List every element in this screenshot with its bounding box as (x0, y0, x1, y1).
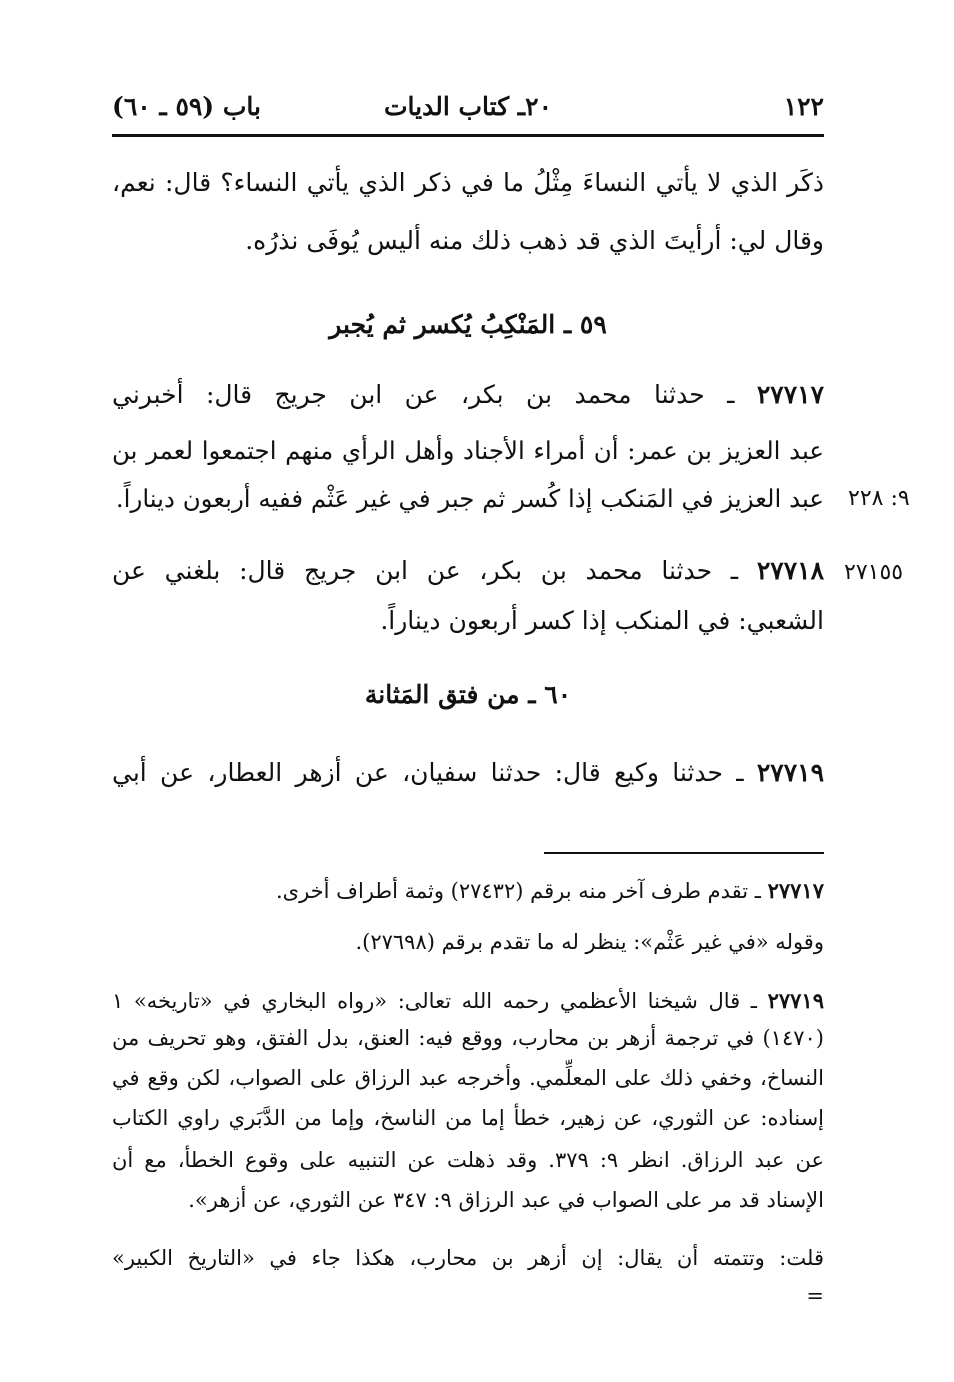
hadith-text: ـ حدثنا محمد بن بكر، عن ابن جريج قال: بلغني عن (112, 556, 739, 585)
footnote-line: الإسناد قد مر على الصواب في عبد الرزاق ٩: ٣٤٧ عن الثوري، عن أزهر». (188, 1188, 824, 1212)
hadith-line: عبد العزيز في المَنكب إذا كُسر ثم جبر في غير عَثْم ففيه أربعون ديناراً. (115, 484, 824, 513)
hadith-line: عبد العزيز بن عمر: أن أمراء الأجناد وأهل الرأي منهم اجتمعوا لعمر بن (112, 436, 824, 465)
running-header (112, 86, 824, 126)
footnote-number: ٢٧٧١٩ (767, 988, 824, 1013)
footnote-line: قلت: وتتمته أن يقال: إن أزهر بن محارب، هكذا جاء في «التاريخ الكبير» (112, 1246, 824, 1270)
hadith-number: ٢٧٧١٧ (756, 380, 824, 409)
intro-line: ذكَر الذي لا يأتي النساءَ مِثْلُ ما في ذكر الذي يأتي النساء؟ قال: نعم، (112, 168, 824, 197)
section-heading: ٥٩ ـ المَنْكِبُ يُكسر ثم يُجبر (329, 310, 607, 339)
footnote-line: (١٤٧٠) في ترجمة أزهر بن محارب، ووقع فيه: العنق، بدل الفتق، وهو تحريف من (112, 1026, 824, 1050)
continuation-mark: = (806, 1284, 824, 1308)
page-number: ١٢٢ (783, 92, 824, 121)
section-heading: ٦٠ ـ من فتق المَثانة (364, 680, 572, 709)
header-rule (112, 134, 824, 137)
margin-reference: ٩: ٢٢٨ (848, 486, 910, 511)
footnote-number: ٢٧٧١٧ (767, 878, 824, 903)
footnote-text: ـ قال شيخنا الأعظمي رحمه الله تعالى: «رواه البخاري في «تاريخه» ١ (112, 989, 757, 1013)
hadith-line (112, 380, 824, 409)
hadith-number: ٢٧٧١٩ (756, 758, 825, 787)
hadith-line: الشعبي: في المنكب إذا كسر أربعون ديناراً. (380, 606, 824, 635)
hadith-line (112, 556, 824, 585)
footnote-line: النساخ، وخفي ذلك على المعلِّمي. وأخرجه عبد الرزاق على الصواب، لكن وقع في (112, 1066, 824, 1090)
chapter-range: باب (٥٩ ـ ٦٠) (112, 92, 261, 121)
footnote-line (112, 878, 824, 903)
footnote-text: ـ تقدم طرف آخر منه برقم (٢٧٤٣٢) وثمة أطراف أخرى. (275, 879, 761, 903)
footnote-line: إسناده: عن الثوري، عن زهير، خطأ إما من الناسخ، وإما من الدَّبَري راوي الكتاب (112, 1106, 824, 1130)
footnote-line: عن عبد الرزاق. انظر ٩: ٣٧٩. وقد ذهلت عن التنبيه على وقوع الخطأ، مع أن (112, 1148, 824, 1172)
hadith-text: ـ حدثنا محمد بن بكر، عن ابن جريج قال: أخبرني (112, 380, 735, 409)
footnote-rule (544, 852, 824, 854)
hadith-line (112, 758, 824, 787)
footnote-line (112, 988, 824, 1013)
hadith-text: ـ حدثنا وكيع قال: حدثنا سفيان، عن أزهر العطار، عن أبي (112, 758, 744, 787)
intro-line: وقال لي: أرأيتَ الذي قد ذهب ذلك منه أليس يُوفَى نذرُه. (245, 226, 824, 255)
footnote-line: وقوله «في غير عَثْم»: ينظر له ما تقدم برقم (٢٧٦٩٨). (355, 930, 824, 954)
margin-reference: ٢٧١٥٥ (844, 560, 904, 585)
book-title: ٢٠ـ كتاب الديات (384, 92, 552, 121)
hadith-number: ٢٧٧١٨ (756, 556, 825, 585)
